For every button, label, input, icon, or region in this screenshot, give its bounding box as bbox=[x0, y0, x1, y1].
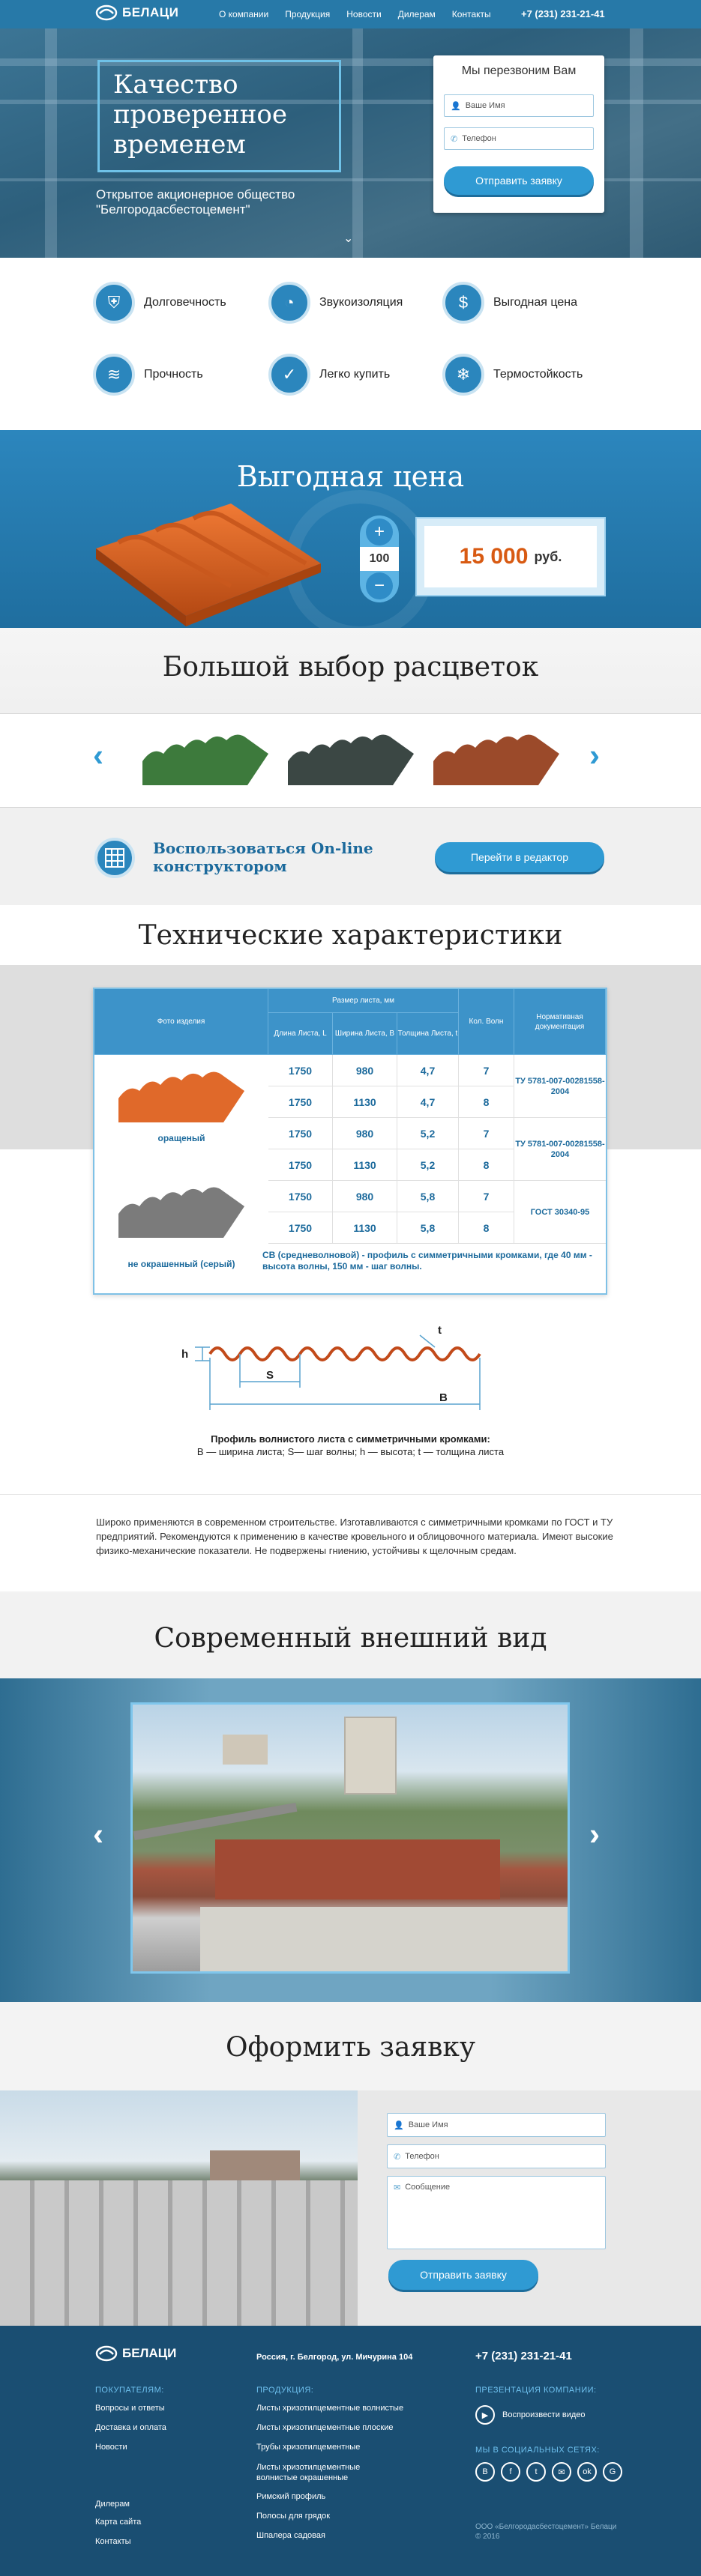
footer-buyers-title: ПОКУПАТЕЛЯМ: bbox=[95, 2386, 164, 2395]
order-message-placeholder: Сообщение bbox=[405, 2183, 451, 2192]
cell-length: 1750 bbox=[268, 1118, 333, 1149]
colors-next-icon[interactable]: › bbox=[589, 737, 600, 773]
twitter-icon[interactable]: t bbox=[526, 2462, 546, 2482]
quantity-value[interactable]: 100 bbox=[360, 547, 399, 571]
photo-painted-sheet bbox=[118, 1068, 244, 1122]
profile-diagram bbox=[150, 1313, 555, 1425]
callback-submit-button[interactable]: Отправить заявку bbox=[444, 166, 594, 195]
hero-title-box bbox=[97, 60, 341, 172]
feature-heat bbox=[442, 354, 583, 396]
cell-thickness: 5,8 bbox=[397, 1181, 459, 1212]
description-text: Широко применяются в современном строительстве. Изготавливаются с симметричными кромками по ГОСТ и ТУ предприятий. Рекомендуются к применению в качестве кровельного и облицовочного материала. Имеют высокие физико-механические показатели. Не подвержены гниению, устойчивы к щелочным средам. bbox=[96, 1517, 613, 1556]
order-name-input[interactable] bbox=[387, 2113, 606, 2137]
callback-name-input[interactable] bbox=[444, 94, 594, 117]
th-waves: Кол. Волн bbox=[459, 989, 514, 1055]
constructor-text bbox=[153, 839, 373, 875]
th-photo: Фото изделия bbox=[94, 989, 268, 1055]
feature-price bbox=[442, 282, 577, 324]
footer-product-link[interactable]: Римский профиль bbox=[256, 2492, 326, 2501]
th-size: Размер листа, мм bbox=[268, 989, 459, 1013]
sound-icon: ◔ bbox=[268, 282, 310, 324]
cell-waves: 7 bbox=[459, 1181, 514, 1212]
footer-phone[interactable]: +7 (231) 231-21-41 bbox=[475, 2350, 572, 2362]
grid-icon bbox=[94, 838, 135, 878]
cell-waves: 7 bbox=[459, 1055, 514, 1086]
logo[interactable] bbox=[95, 4, 178, 21]
profile-note: СВ (средневолновой) - профиль с симметричными кромками, где 40 мм - высота волны, 150 мм - шаг волны. bbox=[262, 1250, 592, 1272]
play-video-button[interactable] bbox=[475, 2405, 586, 2425]
footer-link-dealers[interactable]: Дилерам bbox=[95, 2500, 130, 2509]
cell-width: 1130 bbox=[333, 1212, 397, 1244]
cell-waves: 8 bbox=[459, 1212, 514, 1244]
header-phone[interactable]: +7 (231) 231-21-41 bbox=[521, 8, 605, 19]
swatch-shape bbox=[433, 734, 559, 785]
footer-logo[interactable] bbox=[95, 2345, 176, 2362]
price-amount: 15 000 bbox=[459, 544, 529, 569]
feature-label: Легко купить bbox=[319, 368, 391, 381]
th-docs: Нормативная документация bbox=[514, 989, 606, 1055]
hero-title-line-1: Качество bbox=[113, 70, 238, 100]
profile-caption-title: Профиль волнистого листа с симметричными кромками: bbox=[211, 1433, 490, 1445]
snowflake-icon: ❄ bbox=[442, 354, 484, 396]
profile-caption bbox=[0, 1433, 701, 1458]
vk-icon[interactable]: В bbox=[475, 2462, 495, 2482]
cell-waves: 8 bbox=[459, 1086, 514, 1118]
feature-label: Прочность bbox=[144, 368, 203, 381]
nav-item-about[interactable]: О компании bbox=[219, 9, 269, 19]
price-title: Выгодная цена bbox=[236, 460, 465, 493]
cell-thickness: 5,8 bbox=[397, 1212, 459, 1244]
message-icon: ✉ bbox=[394, 2183, 401, 2192]
photo-gray-sheet bbox=[118, 1184, 244, 1238]
feature-label: Звукоизоляция bbox=[319, 296, 403, 309]
hero-title-line-2: проверенное bbox=[113, 100, 287, 130]
phone-icon: ✆ bbox=[394, 2152, 401, 2162]
play-video-label: Воспроизвести видео bbox=[502, 2410, 586, 2419]
cell-thickness: 5,2 bbox=[397, 1118, 459, 1149]
footer-link-contacts[interactable]: Контакты bbox=[95, 2537, 131, 2546]
feature-sound bbox=[268, 282, 403, 324]
cell-length: 1750 bbox=[268, 1086, 333, 1118]
hero-subtitle-line-2: "Белгородасбестоцемент" bbox=[96, 202, 250, 217]
cell-waves: 7 bbox=[459, 1118, 514, 1149]
cell-width: 980 bbox=[333, 1118, 397, 1149]
durability-icon: ⛨ bbox=[93, 282, 135, 324]
footer-link-sitemap[interactable]: Карта сайта bbox=[95, 2518, 142, 2527]
footer-product-link[interactable]: Листы хризотилцементные волнистые bbox=[256, 2404, 404, 2413]
price-display bbox=[424, 526, 597, 587]
play-icon: ▶ bbox=[475, 2405, 495, 2425]
callback-phone-placeholder: Телефон bbox=[462, 134, 496, 143]
google-plus-icon[interactable]: G bbox=[603, 2462, 622, 2482]
color-swatch-brown[interactable] bbox=[433, 731, 559, 785]
cell-thickness: 5,2 bbox=[397, 1149, 459, 1181]
cell-width: 980 bbox=[333, 1055, 397, 1086]
feature-label: Выгодная цена bbox=[493, 296, 577, 309]
facebook-icon[interactable]: f bbox=[501, 2462, 520, 2482]
order-submit-button[interactable]: Отправить заявку bbox=[388, 2260, 538, 2290]
hero-subtitle-line-1: Открытое акционерное общество bbox=[96, 187, 295, 202]
swatch-shape bbox=[288, 734, 414, 785]
main-nav bbox=[219, 0, 491, 28]
constructor-button[interactable]: Перейти в редактор bbox=[435, 842, 604, 872]
hero-subtitle bbox=[96, 187, 295, 217]
odnoklassniki-icon[interactable]: ok bbox=[577, 2462, 597, 2482]
colors-title: Большой выбор расцветок bbox=[162, 652, 539, 683]
cell-width: 1130 bbox=[333, 1149, 397, 1181]
cell-width: 980 bbox=[333, 1181, 397, 1212]
footer-logo-text: БЕЛАЦИ bbox=[122, 2346, 177, 2360]
cell-thickness: 4,7 bbox=[397, 1086, 459, 1118]
footer-product-link[interactable]: Листы хризотилцементные волнистые окрашенные bbox=[256, 2463, 361, 2482]
profile-label-s: S bbox=[266, 1369, 274, 1382]
feature-easy-buy bbox=[268, 354, 390, 396]
hero-title-line-3: временем bbox=[113, 130, 246, 160]
mail-icon[interactable]: ✉ bbox=[552, 2462, 571, 2482]
feature-durability bbox=[93, 282, 226, 324]
cell-length: 1750 bbox=[268, 1181, 333, 1212]
logo-icon bbox=[95, 2345, 118, 2362]
cell-width: 1130 bbox=[333, 1086, 397, 1118]
scroll-down-icon[interactable]: ⌄ bbox=[343, 232, 354, 245]
user-icon: 👤 bbox=[394, 2120, 404, 2130]
profile-label-b: B bbox=[439, 1391, 448, 1404]
footer-address: Россия, г. Белгород, ул. Мичурина 104 bbox=[256, 2353, 413, 2362]
th-width: Ширина Листа, B bbox=[333, 1013, 397, 1055]
logo-icon bbox=[95, 4, 118, 21]
phone-icon: ✆ bbox=[451, 134, 458, 144]
user-icon: 👤 bbox=[451, 101, 461, 111]
quantity-plus-button[interactable]: + bbox=[366, 518, 393, 545]
profile-label-t: t bbox=[438, 1324, 442, 1337]
cell-length: 1750 bbox=[268, 1055, 333, 1086]
footer-products-title: ПРОДУКЦИЯ: bbox=[256, 2386, 314, 2395]
callback-title: Мы перезвоним Вам bbox=[461, 64, 577, 77]
callback-form bbox=[433, 55, 604, 213]
footer-copyright: ООО «Белгородасбестоцемент» Белаци © 2016 bbox=[475, 2523, 617, 2541]
price-currency: руб. bbox=[534, 548, 562, 564]
cell-length: 1750 bbox=[268, 1149, 333, 1181]
nav-item-news[interactable]: Новости bbox=[346, 9, 382, 19]
feature-strength bbox=[93, 354, 203, 396]
nav-item-products[interactable]: Продукция bbox=[285, 9, 331, 19]
nav-item-dealers[interactable]: Дилерам bbox=[397, 9, 436, 19]
order-photo bbox=[0, 2090, 358, 2326]
gallery-photo bbox=[130, 1702, 570, 1974]
quantity-minus-button[interactable]: − bbox=[366, 572, 393, 599]
dollar-icon: $ bbox=[442, 282, 484, 324]
colors-prev-icon[interactable]: ‹ bbox=[93, 737, 103, 773]
constructor-text-line-1: Воспользоваться On-line bbox=[153, 839, 373, 857]
logo-text: БЕЛАЦИ bbox=[122, 5, 179, 19]
order-title: Оформить заявку bbox=[0, 2002, 701, 2090]
order-message-input[interactable] bbox=[387, 2176, 606, 2249]
color-swatch-green[interactable] bbox=[142, 731, 268, 785]
photo-label-gray: не окрашенный (серый) bbox=[127, 1259, 235, 1269]
th-length: Длина Листа, L bbox=[268, 1013, 333, 1055]
constructor-text-line-2: конструктором bbox=[153, 857, 287, 875]
footer-product-link[interactable]: Листы хризотилцементные плоские bbox=[256, 2423, 394, 2432]
callback-phone-input[interactable] bbox=[444, 127, 594, 150]
callback-name-placeholder: Ваше Имя bbox=[465, 101, 505, 110]
footer-social-title: МЫ В СОЦИАЛЬНЫХ СЕТЯХ: bbox=[475, 2446, 600, 2455]
check-icon: ✓ bbox=[268, 354, 310, 396]
order-phone-input[interactable] bbox=[387, 2144, 606, 2168]
th-thickness: Толщина Листа, t bbox=[397, 1013, 459, 1055]
order-phone-placeholder: Телефон bbox=[405, 2152, 439, 2161]
feature-label: Долговечность bbox=[144, 296, 226, 309]
cell-thickness: 4,7 bbox=[397, 1055, 459, 1086]
profile-label-h: h bbox=[181, 1348, 189, 1361]
modern-title: Современный внешний вид bbox=[0, 1593, 701, 1678]
cell-doc: ТУ 5781-007-00281558-2004 bbox=[514, 1055, 606, 1118]
order-name-placeholder: Ваше Имя bbox=[408, 2120, 448, 2129]
feature-label: Термостойкость bbox=[493, 368, 583, 381]
cell-waves: 8 bbox=[459, 1149, 514, 1181]
footer-product-link[interactable]: Полосы для грядок bbox=[256, 2512, 331, 2521]
cell-doc: ГОСТ 30340-95 bbox=[514, 1181, 606, 1244]
cell-doc: ТУ 5781-007-00281558-2004 bbox=[514, 1118, 606, 1181]
footer-link-faq[interactable]: Вопросы и ответы bbox=[95, 2404, 165, 2413]
gallery-next-icon[interactable]: › bbox=[589, 1816, 600, 1851]
footer-product-link[interactable]: Шпалера садовая bbox=[256, 2531, 325, 2540]
nav-item-contacts[interactable]: Контакты bbox=[451, 9, 491, 19]
tech-title: Технические характеристики bbox=[0, 905, 701, 965]
footer-presentation-title: ПРЕЗЕНТАЦИЯ КОМПАНИИ: bbox=[475, 2386, 597, 2395]
footer-link-news[interactable]: Новости bbox=[95, 2443, 127, 2452]
footer-product-link[interactable]: Трубы хризотилцементные bbox=[256, 2443, 361, 2452]
color-swatch-dark[interactable] bbox=[288, 731, 414, 785]
gallery-prev-icon[interactable]: ‹ bbox=[93, 1816, 103, 1851]
strength-icon: ≋ bbox=[93, 354, 135, 396]
profile-caption-items: В — ширина листа; S— шаг волны; h — высота; t — толщина листа bbox=[196, 1446, 505, 1457]
roof-sheet-image bbox=[88, 504, 328, 631]
footer-link-delivery[interactable]: Доставка и оплата bbox=[95, 2423, 166, 2432]
swatch-shape bbox=[142, 734, 268, 785]
cell-length: 1750 bbox=[268, 1212, 333, 1244]
photo-label-painted: оращеный bbox=[157, 1133, 205, 1143]
